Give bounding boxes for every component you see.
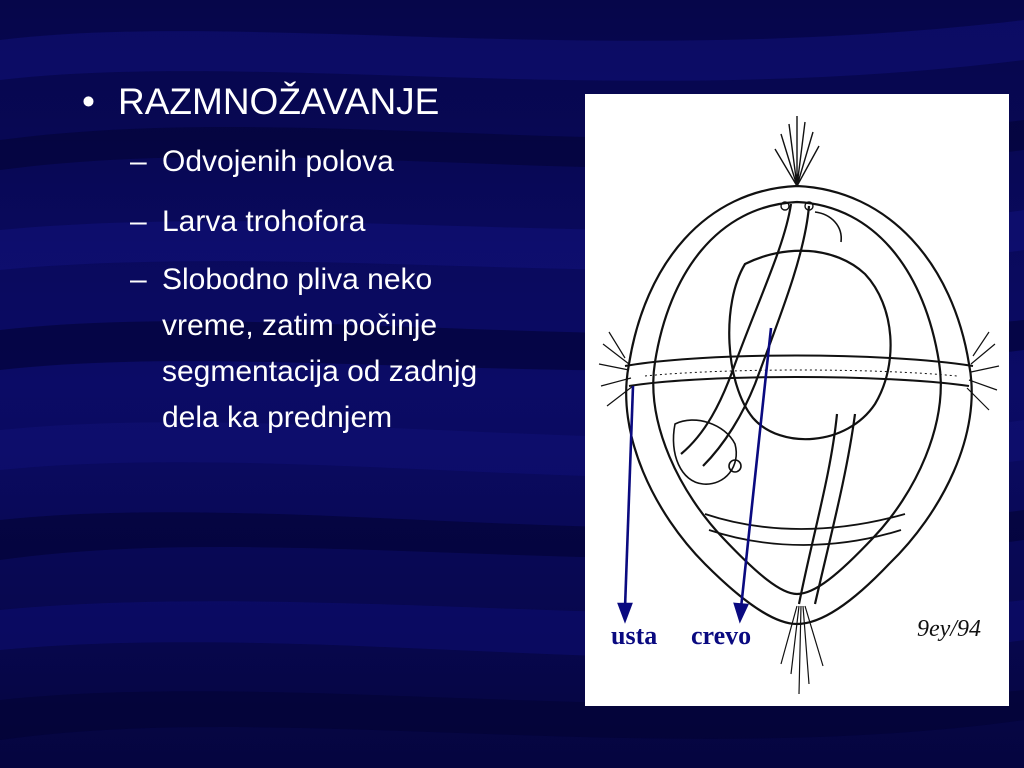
sub-bullet-text: Slobodno pliva neko <box>162 263 433 296</box>
mouth-label: usta <box>611 621 658 650</box>
sub-bullet-text: Odvojenih polova <box>162 145 394 178</box>
dash-glyph: – <box>130 263 147 296</box>
main-bullet-text: RAZMNOŽAVANJE <box>118 81 440 122</box>
dash-glyph: – <box>130 145 147 178</box>
main-bullet <box>82 78 439 126</box>
sub-bullet-line: vreme, zatim počinje <box>162 309 438 342</box>
sub-bullet-text: Larva trohofora <box>162 205 366 238</box>
sub-bullet <box>130 261 477 437</box>
artist-signature: 9ey/94 <box>917 616 981 642</box>
sub-bullet-line: dela ka prednjem <box>162 401 393 434</box>
larva-drawing <box>585 94 1009 706</box>
gut-label: crevo <box>691 621 752 650</box>
dash-glyph: – <box>130 205 147 238</box>
sub-bullet-line: segmentacija od zadnjg <box>162 355 478 388</box>
bullet-dot: • <box>82 81 95 122</box>
sub-bullet <box>130 203 365 241</box>
trochophore-larva-figure <box>585 94 1009 706</box>
sub-bullet <box>130 143 394 181</box>
